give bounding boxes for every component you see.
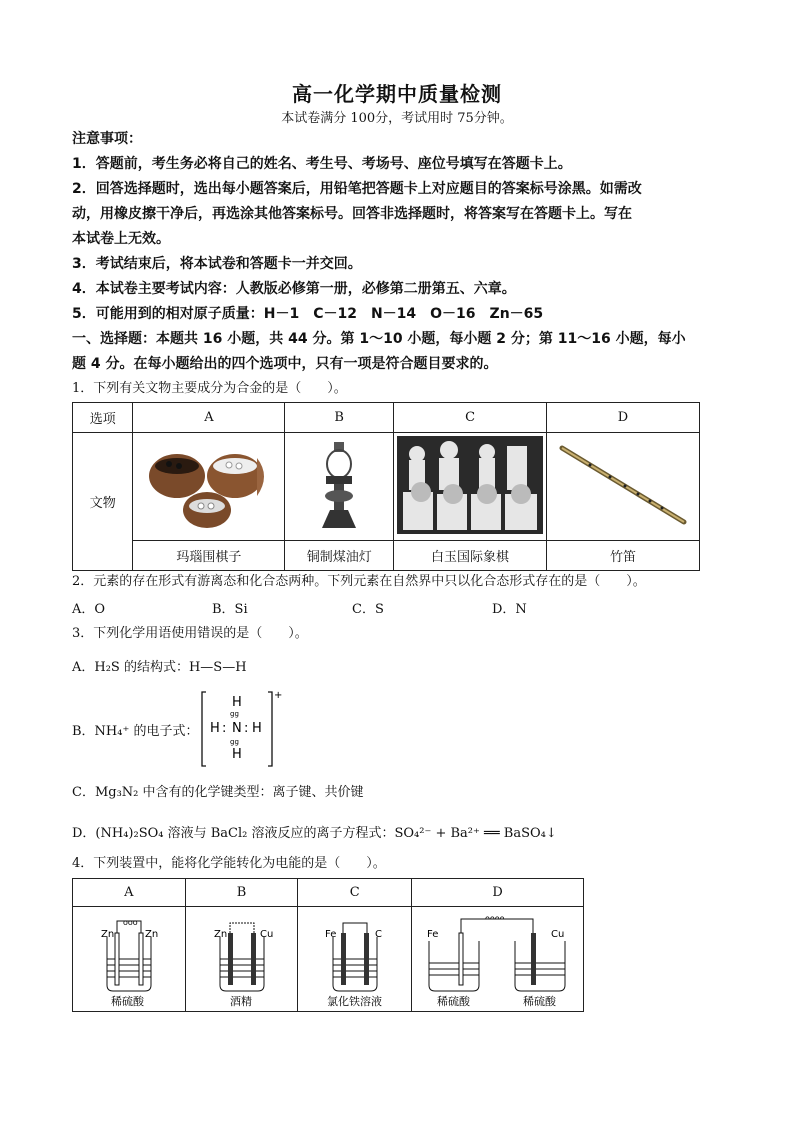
q2-option-d: D．N	[492, 602, 527, 617]
section1-line1: 一、选择题：本题共 16 小题，共 44 分。第 1～10 小题，每小题 2 分；第 11～16 小题，每小	[72, 331, 686, 347]
svg-text:Zn: Zn	[100, 929, 115, 940]
q4-table	[72, 878, 584, 1012]
q4-col-c: C	[298, 879, 412, 907]
svg-text:H: H	[232, 695, 242, 710]
copper-lamp-image	[285, 433, 394, 541]
svg-text:稀硫酸: 稀硫酸	[522, 995, 556, 1007]
note-2-end: 本试卷上无效。	[72, 231, 170, 247]
bamboo-flute-image	[547, 433, 700, 541]
svg-text:C: C	[374, 929, 382, 940]
q3-option-d: D．(NH₄)₂SO₄ 溶液与 BaCl₂ 溶液反应的离子方程式：SO₄²⁻ + Ba²⁺ ══ BaSO₄↓	[72, 826, 557, 841]
exam-title: 高一化学期中质量检测	[292, 82, 502, 106]
q1-stem: 1．下列有关文物主要成分为合金的是（ ）。	[72, 381, 347, 396]
q3-option-a: A．H₂S 的结构式：H—S—H	[72, 660, 247, 675]
q2-option-a: A．O	[72, 602, 106, 617]
svg-text:ooo: ooo	[122, 918, 138, 927]
svg-text:稀硫酸: 稀硫酸	[436, 995, 470, 1007]
q1-col-b: B	[285, 403, 394, 433]
svg-text:Cu: Cu	[259, 929, 273, 940]
svg-text:H: H	[210, 721, 220, 736]
q1-col-a: A	[133, 403, 285, 433]
q1-name-d: 竹笛	[547, 541, 700, 571]
note-1: 1．答题前，考生务必将自己的姓名、考生号、考场号、座位号填写在答题卡上。	[72, 156, 572, 172]
q3-stem: 3．下列化学用语使用错误的是（ ）。	[72, 626, 308, 641]
q1-col-c: C	[394, 403, 547, 433]
svg-text:氯化铁溶液: 氯化铁溶液	[326, 995, 382, 1007]
note-4: 4．本试卷主要考试内容：人教版必修第一册，必修第二册第五、六章。	[72, 281, 516, 297]
svg-text:Fe: Fe	[426, 929, 438, 940]
section1-line2: 题 4 分。在每小题给出的四个选项中，只有一项是符合题目要求的。	[72, 356, 498, 372]
ammonium-electron-formula	[198, 688, 282, 770]
q1-name-c: 白玉国际象棋	[394, 541, 547, 571]
svg-text::: :	[244, 721, 249, 736]
svg-text:gg: gg	[230, 738, 239, 746]
apparatus-b	[185, 907, 298, 1012]
notes-heading: 注意事项：	[72, 131, 142, 147]
svg-text:N: N	[232, 721, 242, 736]
jade-chess-image	[394, 433, 547, 541]
q1-row-label: 文物	[73, 433, 133, 571]
q4-col-d: D	[412, 879, 584, 907]
q2-stem: 2．元素的存在形式有游离态和化合态两种。下列元素在自然界中只以化合态形式存在的是（ ）。	[72, 574, 646, 589]
q1-col-d: D	[547, 403, 700, 433]
q1-header-label: 选项	[73, 403, 133, 433]
q1-name-b: 铜制煤油灯	[285, 541, 394, 571]
svg-text:Fe: Fe	[324, 929, 337, 940]
svg-text:稀硫酸: 稀硫酸	[110, 995, 144, 1007]
svg-text:H: H	[232, 747, 242, 762]
apparatus-d	[412, 907, 584, 1012]
svg-text:H: H	[252, 721, 262, 736]
q3-option-c: C．Mg₃N₂ 中含有的化学键类型：离子键、共价键	[72, 785, 364, 800]
svg-text:酒精: 酒精	[229, 995, 252, 1007]
note-2: 2．回答选择题时，选出每小题答案后，用铅笔把答题卡上对应题目的答案标号涂黑。如需改	[72, 181, 642, 197]
note-3: 3．考试结束后，将本试卷和答题卡一并交回。	[72, 256, 362, 272]
svg-text:gg: gg	[230, 710, 239, 718]
apparatus-c	[298, 907, 412, 1012]
q1-table	[72, 402, 700, 571]
svg-text:ᴖᴖᴖᴖ: ᴖᴖᴖᴖ	[484, 914, 505, 923]
exam-subtitle: 本试卷满分 100分，考试用时 75分钟。	[281, 111, 513, 126]
svg-text:Zn: Zn	[144, 929, 159, 940]
q1-name-a: 玛瑙围棋子	[133, 541, 285, 571]
q4-col-a: A	[73, 879, 186, 907]
q4-stem: 4．下列装置中，能将化学能转化为电能的是（ ）。	[72, 856, 386, 871]
q2-option-c: C．S	[352, 602, 384, 617]
svg-text:Zn: Zn	[213, 929, 227, 940]
note-5: 5．可能用到的相对原子质量：H－1 C－12 N－14 O－16 Zn－65	[72, 306, 544, 322]
q2-option-b: B．Si	[212, 602, 248, 617]
note-2-cont: 动，用橡皮擦干净后，再选涂其他答案标号。回答非选择题时，将答案写在答题卡上。写在	[72, 206, 632, 222]
svg-text:+: +	[274, 690, 282, 701]
svg-text:Cu: Cu	[550, 929, 564, 940]
apparatus-a	[73, 907, 186, 1012]
svg-text::: :	[222, 721, 227, 736]
q4-col-b: B	[185, 879, 298, 907]
agate-go-image	[133, 433, 285, 541]
q3-option-b-label: B．NH₄⁺ 的电子式：	[72, 724, 199, 739]
